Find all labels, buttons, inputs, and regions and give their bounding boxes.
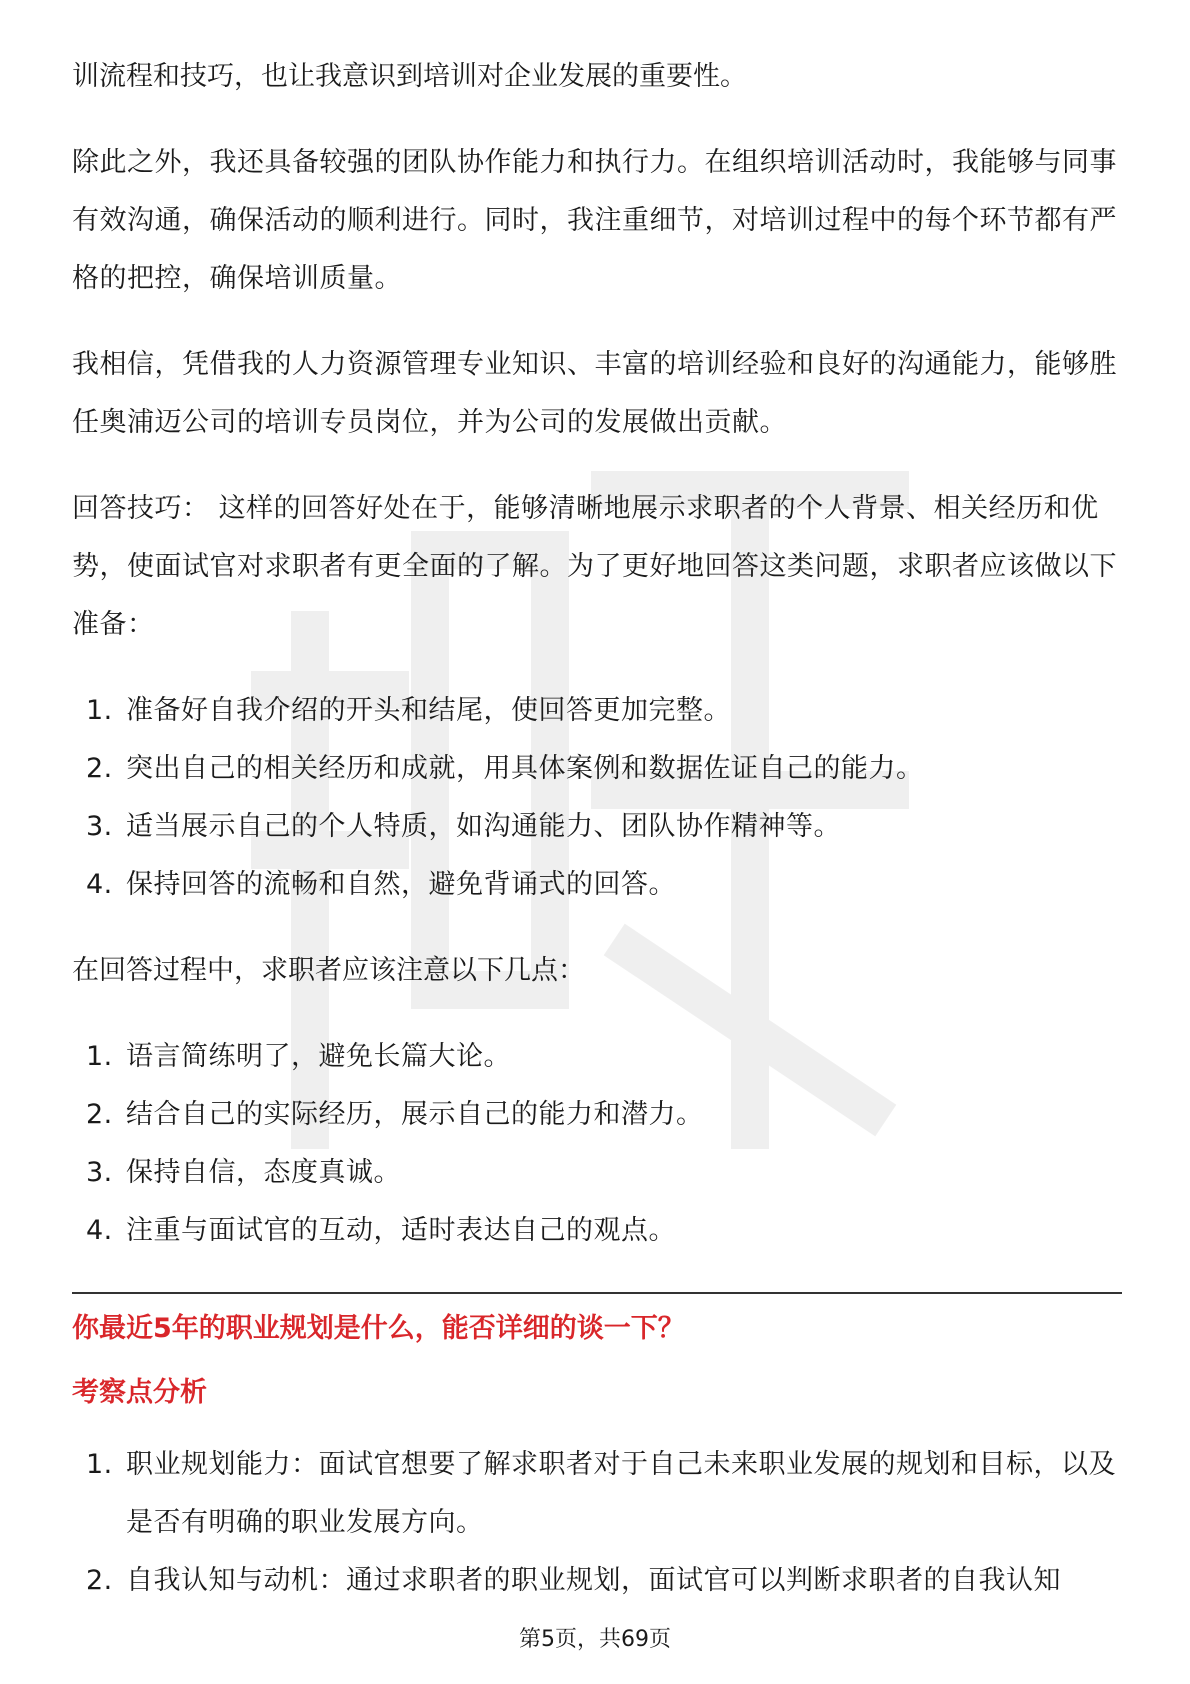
analysis-list <box>72 1436 1122 1610</box>
paragraph-teamwork: 除此之外，我还具备较强的团队协作能力和执行力。在组织培训活动时，我能够与同事有效沟通，确保活动的顺利进行。同时，我注重细节，对培训过程中的每个环节都有严格的把控，确保培训质量。 <box>72 147 1117 294</box>
list-item: 1. 职业规划能力：面试官想要了解求职者对于自己未来职业发展的规划和目标，以及是否有明确的职业发展方向。 <box>86 1449 1116 1538</box>
document-content <box>72 48 1122 1638</box>
preparation-list <box>72 682 1122 914</box>
paragraph-notes-intro: 在回答过程中，求职者应该注意以下几点： <box>72 955 585 986</box>
list-item: 2. 结合自己的实际经历，展示自己的能力和潜力。 <box>86 1099 704 1130</box>
notes-list <box>72 1028 1122 1260</box>
list-item: 2. 自我认知与动机：通过求职者的职业规划，面试官可以判断求职者的自我认知 <box>86 1565 1061 1596</box>
list-item: 1. 准备好自我介绍的开头和结尾，使回答更加完整。 <box>86 695 731 726</box>
page-number: 第5页，共69页 <box>519 1627 671 1652</box>
list-item: 3. 适当展示自己的个人特质，如沟通能力、团队协作精神等。 <box>86 811 841 842</box>
list-item: 2. 突出自己的相关经历和成就，用具体案例和数据佐证自己的能力。 <box>86 753 924 784</box>
question-title: 你最近5年的职业规划是什么，能否详细的谈一下？ <box>72 1313 685 1344</box>
paragraph-answer-tips: 回答技巧： 这样的回答好处在于，能够清晰地展示求职者的个人背景、相关经历和优势，使面试官对求职者有更全面的了解。为了更好地回答这类问题，求职者应该做以下准备： <box>72 493 1117 640</box>
paragraph-training-process: 训流程和技巧，也让我意识到培训对企业发展的重要性。 <box>72 61 747 92</box>
list-item: 3. 保持自信，态度真诚。 <box>86 1157 401 1188</box>
list-item: 4. 保持回答的流畅和自然，避免背诵式的回答。 <box>86 869 676 900</box>
list-item: 1. 语言简练明了，避免长篇大论。 <box>86 1041 511 1072</box>
analysis-heading: 考察点分析 <box>72 1377 207 1408</box>
paragraph-conclusion: 我相信，凭借我的人力资源管理专业知识、丰富的培训经验和良好的沟通能力，能够胜任奥浦迈公司的培训专员岗位，并为公司的发展做出贡献。 <box>72 349 1117 438</box>
list-item: 4. 注重与面试官的互动，适时表达自己的观点。 <box>86 1215 676 1246</box>
section-divider <box>72 1292 1122 1294</box>
